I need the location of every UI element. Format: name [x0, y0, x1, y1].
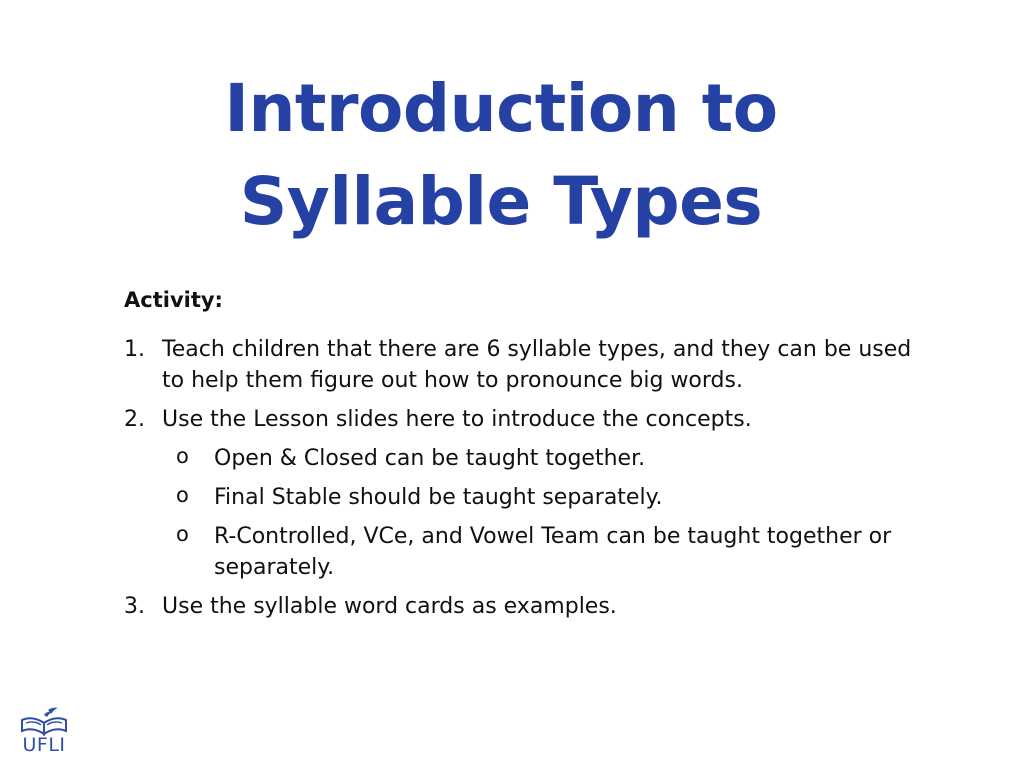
ufli-logo	[17, 706, 71, 758]
logo-text: UFLI	[22, 734, 66, 756]
activity-steps-list	[124, 334, 924, 630]
list-item-step-2	[124, 404, 924, 435]
sub-bullet: o	[176, 444, 189, 468]
step-text: Use the syllable word cards as examples.	[162, 594, 617, 619]
slide-title-line-2: Syllable Types	[239, 163, 763, 240]
step-text: Use the Lesson slides here to introduce the concepts.	[162, 407, 752, 432]
list-item-step-3	[124, 591, 924, 622]
step-text: Teach children that there are 6 syllable types, and they can be used to help them figure out how to pronounce big words.	[162, 337, 912, 393]
sub-bullet: o	[176, 522, 189, 546]
sub-bullet: o	[176, 483, 189, 507]
list-item-step-1	[124, 334, 924, 396]
substep-text: Final Stable should be taught separately.	[214, 485, 663, 510]
substep-text: R-Controlled, VCe, and Vowel Team can be taught together or separately.	[214, 524, 892, 580]
step-number: 2.	[124, 407, 145, 432]
step-number: 1.	[124, 337, 145, 362]
substep-text: Open & Closed can be taught together.	[214, 446, 646, 471]
slide-title-line-1: Introduction to	[224, 70, 778, 147]
list-subitem-2	[124, 482, 924, 513]
list-subitem-3	[124, 521, 924, 583]
activity-label: Activity:	[124, 288, 223, 312]
slide-title	[0, 62, 1002, 248]
step-number: 3.	[124, 594, 145, 619]
open-book-bird-icon	[17, 706, 71, 736]
list-subitem-1	[124, 443, 924, 474]
